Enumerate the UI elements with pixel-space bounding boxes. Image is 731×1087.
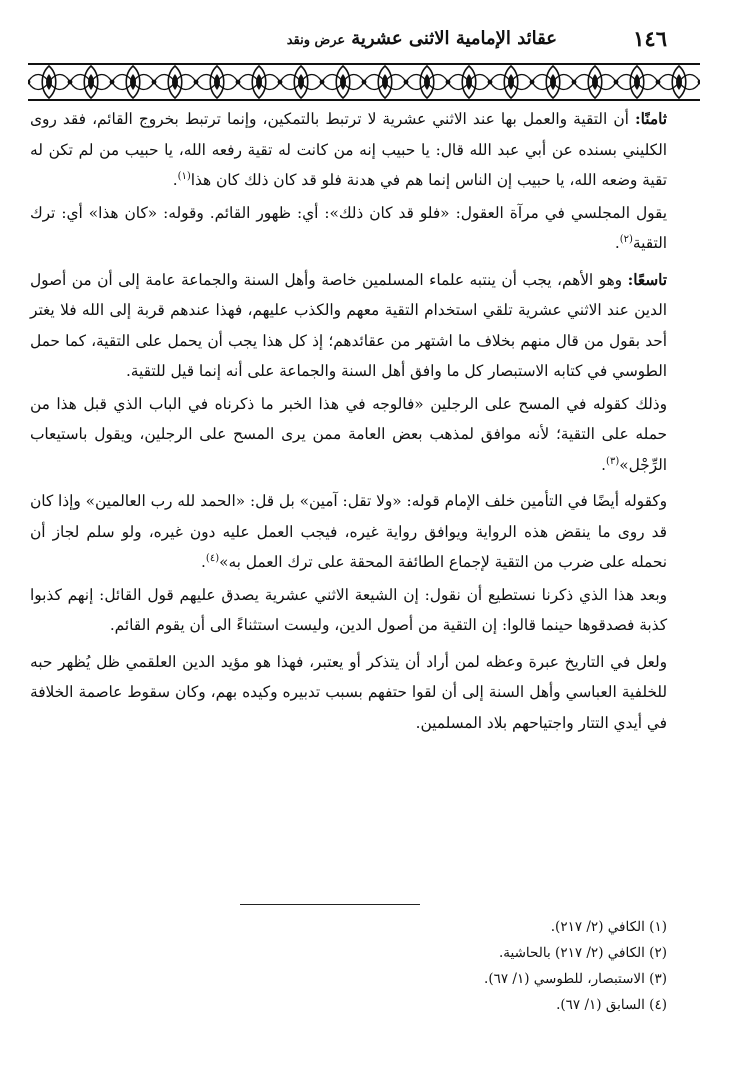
paragraph-masah [30,389,667,481]
decorative-ornament-band [28,62,700,102]
footnote-ref: (١) [177,170,191,182]
book-subtitle: عرض ونقد [286,33,346,48]
footnote-3: (٣) الاستبصار، للطوسي (١/ ٦٧). [484,971,667,987]
paragraph-text: ولعل في التاريخ عبرة وعظه لمن أراد أن يتذكر أو يعتبر، فهذا هو مؤيد الدين العلقمي ظل يُظهر حبه للخلفية العباسي وأهل السنة إلى أن لقوا حتفهم بسبب تدبيره وكيده بهم، وكان سقوط عاصمة الخلافة في أيدي التتار واجتياحهم بلاد المسلمين. [30,652,667,732]
footnote-ref: (٢) [619,233,633,245]
paragraph-conclusion [30,580,667,641]
running-title [287,28,557,49]
paragraph-tail: . [201,553,206,571]
page-header [30,24,667,58]
main-text [30,104,667,740]
paragraph-majlisi [30,198,667,259]
paragraph-tasean [30,265,667,387]
footnote-1: (١) الكافي (٢/ ٢١٧). [550,919,667,935]
paragraph-tail: . [601,455,607,474]
footnote-4: (٤) السابق (١/ ٦٧). [556,997,667,1013]
paragraph-history [30,647,667,739]
footnote-ref: (٤) [205,552,220,564]
paragraph-text: وهو الأهم، يجب أن ينتبه علماء المسلمين خاصة وأهل السنة والجماعة عامة إلى أن من أصول الدين عند الاثني عشرية تلقي استخدام التقية معهم والكذب عليهم، فهذا عندهم قربة إلى الله فلا يغتر أحد بقول من قال منهم بخلاف ما اشتهر من عقائدهم؛ إذ كل هذا يجب أن يحمل على التقية، كما حمل الطوسي في كتابه الاستبصار كل ما وافق أهل السنة والجماعة على أنه إنما قيل للتقية. [30,270,667,380]
paragraph-tail: . [614,234,620,252]
paragraph-tail: . [172,171,178,189]
footnote-divider [240,904,420,905]
paragraph-text: أن التقية والعمل بها عند الاثني عشرية لا ترتبط بالتمكين، وإنما ترتبط بخروج القائم، فقد روى الكليني بسنده عن أبي عبد الله قال: يا حبيب إنه من كانت له تقية رفعه الله، يا حبيب من لم تكن له تقية وضعه الله، يا حبيب إن الناس إنما هم في هدنة فلو قد كان ذلك كان هذا [30,110,667,189]
page-number: ١٤٦ [633,26,667,51]
paragraph-thamenan [30,104,667,196]
paragraph-text: وبعد هذا الذي ذكرنا نستطيع أن نقول: إن الشيعة الاثني عشرية يصدق عليهم قول القائل: إنهم كذبوا كذبة فصدقوها حينما قالوا: إن التقية من أصول الدين، وليست استثناءً الى أن يقوم القائم. [30,585,667,634]
footnotes [300,914,667,1018]
paragraph-tameen [30,486,667,578]
paragraph-text: وذلك كقوله في المسح على الرجلين «فالوجه في هذا الخبر ما ذكرناه في الباب الذي قبل هذا من حمله على التقية؛ لأنه موافق لمذهب بعض العامة ممن يرى المسح على الرجلين، ويقول باستيعاب الرِّجْل» [30,394,667,474]
paragraph-text: يقول المجلسي في مرآة العقول: «فلو قد كان ذلك»: أي: ظهور القائم. وقوله: «كان هذا» أي: ترك التقية [30,203,667,252]
ornament-icon [28,62,700,102]
footnote-2: (٢) الكافي (٢/ ٢١٧) بالحاشية. [499,945,667,961]
paragraph-text: وكقوله أيضًا في التأمين خلف الإمام قوله: «ولا تقل: آمين» بل قل: «الحمد لله رب العالمين» وإذا كان قد روى ما ينقض هذه الرواية ويوافق رواية غيره، فيجب العمل عليه دون غيره، ولو سلم لجاز أن نحمله على ضرب من التقية لإجماع الطائفة المحقة على ترك العمل به» [30,492,667,571]
paragraph-lead: تاسعًا: [627,270,667,289]
paragraph-lead: ثامنًا: [634,110,667,128]
book-title: عقائد الإمامية الاثنى عشرية [351,28,557,49]
footnote-ref: (٣) [606,455,620,467]
